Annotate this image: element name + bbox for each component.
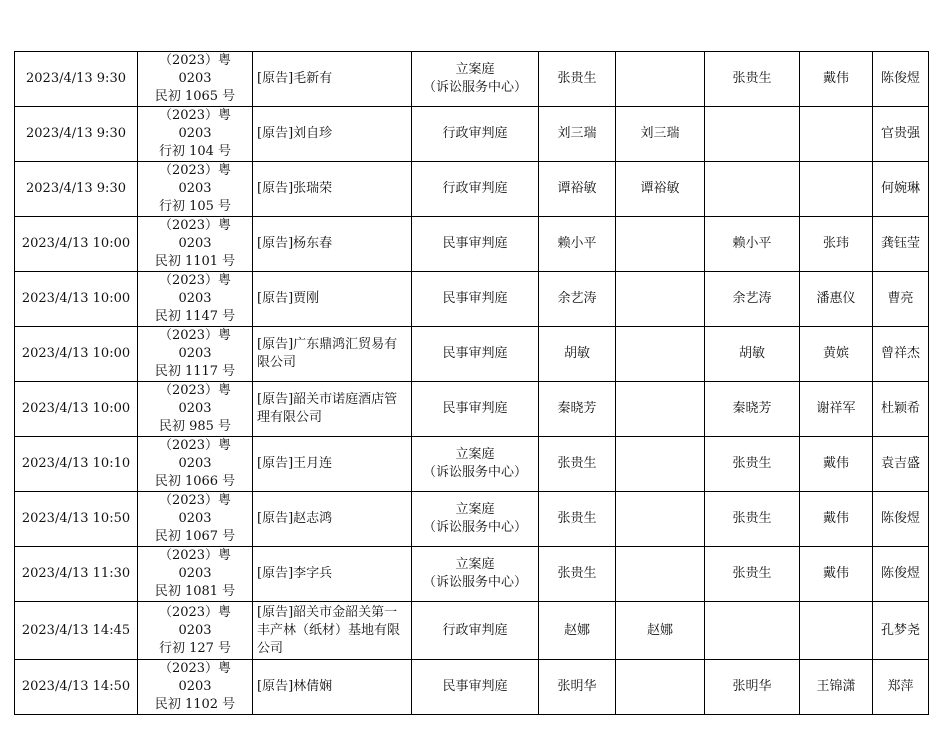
judge-name: 张贵生 — [557, 71, 597, 86]
hearing-time-cell — [15, 660, 138, 715]
party-name: [原告]韶关市诺庭酒店管理有限公司 — [257, 392, 398, 425]
clerk-cell — [800, 437, 873, 492]
party-cell — [253, 107, 412, 162]
chief-judge-name: 赖小平 — [732, 236, 772, 251]
court-cell — [412, 547, 539, 602]
case-number-cell — [138, 217, 253, 272]
assistant-cell — [873, 52, 929, 107]
judge-name: 胡敏 — [563, 346, 590, 361]
case-number-line1: （2023）粤 0203 — [158, 604, 232, 638]
judge-cell — [539, 660, 616, 715]
judge2-cell — [616, 547, 705, 602]
judge-name: 张贵生 — [557, 456, 597, 471]
judge2-name: 谭裕敏 — [640, 181, 680, 196]
assistant-name: 杜颖希 — [880, 401, 920, 416]
hearing-time-cell — [15, 327, 138, 382]
case-number-cell — [138, 272, 253, 327]
court-name: 民事审判庭 — [442, 679, 508, 694]
court-name: 立案庭 — [455, 557, 495, 572]
case-number-line1: （2023）粤 0203 — [158, 273, 232, 306]
assistant-cell — [873, 547, 929, 602]
case-number-line2: 行初 104 号 — [158, 144, 232, 159]
chief-judge-cell — [705, 52, 800, 107]
case-number-line2: 民初 1067 号 — [154, 529, 236, 544]
hearing-schedule-table — [14, 51, 929, 715]
hearing-time-cell — [15, 162, 138, 217]
judge2-cell — [616, 382, 705, 437]
clerk-cell — [800, 107, 873, 162]
clerk-cell — [800, 217, 873, 272]
assistant-name: 曾祥杰 — [880, 346, 920, 361]
clerk-name: 戴伟 — [822, 566, 849, 581]
assistant-cell — [873, 602, 929, 660]
judge-name: 张贵生 — [557, 566, 597, 581]
judge-cell — [539, 217, 616, 272]
judge-name: 刘三瑞 — [557, 126, 597, 141]
assistant-name: 袁吉盛 — [880, 456, 920, 471]
hearing-time-cell — [15, 602, 138, 660]
chief-judge-cell — [705, 217, 800, 272]
party-name: [原告]刘自珍 — [257, 126, 333, 141]
chief-judge-cell — [705, 327, 800, 382]
table-row — [15, 272, 929, 327]
clerk-name: 潘惠仪 — [816, 291, 856, 306]
chief-judge-name: 张贵生 — [732, 456, 772, 471]
table-row — [15, 327, 929, 382]
chief-judge-cell — [705, 382, 800, 437]
case-number-line1: （2023）粤 0203 — [158, 548, 232, 581]
party-name: [原告]广东鼎鸿汇贸易有限公司 — [257, 337, 398, 370]
clerk-name: 戴伟 — [822, 511, 849, 526]
party-cell — [253, 547, 412, 602]
chief-judge-name: 胡敏 — [738, 346, 765, 361]
hearing-time-cell — [15, 52, 138, 107]
party-cell — [253, 492, 412, 547]
case-number-line2: 民初 1066 号 — [154, 474, 236, 489]
table-row — [15, 107, 929, 162]
clerk-cell — [800, 602, 873, 660]
chief-judge-name: 张贵生 — [732, 71, 772, 86]
clerk-name: 谢祥军 — [816, 401, 856, 416]
court-cell — [412, 162, 539, 217]
assistant-name: 陈俊煜 — [880, 511, 920, 526]
assistant-cell — [873, 660, 929, 715]
court-name: 民事审判庭 — [442, 236, 508, 251]
judge-cell — [539, 52, 616, 107]
court-cell — [412, 660, 539, 715]
court-cell — [412, 382, 539, 437]
case-number-line1: （2023）粤 0203 — [158, 438, 232, 471]
judge-name: 张贵生 — [557, 511, 597, 526]
judge-cell — [539, 162, 616, 217]
hearing-time-cell — [15, 217, 138, 272]
judge2-cell — [616, 602, 705, 660]
hearing-time-cell — [15, 547, 138, 602]
court-name: 民事审判庭 — [442, 291, 508, 306]
hearing-time: 2023/4/13 10:10 — [21, 456, 131, 471]
party-cell — [253, 162, 412, 217]
hearing-time: 2023/4/13 10:00 — [21, 236, 131, 251]
clerk-cell — [800, 162, 873, 217]
chief-judge-name: 秦晓芳 — [732, 401, 772, 416]
clerk-name: 戴伟 — [822, 456, 849, 471]
case-number-line1: （2023）粤 0203 — [158, 163, 232, 196]
case-number-cell — [138, 547, 253, 602]
clerk-name: 戴伟 — [822, 71, 849, 86]
clerk-name: 王锦潇 — [816, 679, 856, 694]
case-number-line1: （2023）粤 0203 — [158, 383, 232, 416]
hearing-time: 2023/4/13 10:00 — [21, 401, 131, 416]
table-row — [15, 217, 929, 272]
case-number-line2: 民初 1081 号 — [154, 584, 236, 599]
assistant-cell — [873, 492, 929, 547]
hearing-time: 2023/4/13 9:30 — [26, 126, 126, 141]
case-number-line2: 民初 985 号 — [158, 419, 232, 434]
assistant-cell — [873, 382, 929, 437]
party-cell — [253, 272, 412, 327]
clerk-cell — [800, 660, 873, 715]
judge-cell — [539, 107, 616, 162]
party-name: [原告]杨东春 — [257, 236, 333, 251]
court-name: 立案庭 — [455, 447, 495, 462]
chief-judge-cell — [705, 437, 800, 492]
clerk-name: 黄嫔 — [822, 346, 849, 361]
judge-name: 张明华 — [557, 679, 597, 694]
judge-cell — [539, 437, 616, 492]
table-row — [15, 437, 929, 492]
case-number-line1: （2023）粤 0203 — [158, 53, 232, 86]
chief-judge-cell — [705, 162, 800, 217]
party-cell — [253, 52, 412, 107]
judge-cell — [539, 272, 616, 327]
court-name: 民事审判庭 — [442, 346, 508, 361]
assistant-name: 官贵强 — [880, 126, 920, 141]
table-row — [15, 162, 929, 217]
case-number-cell — [138, 602, 253, 660]
judge-name: 赵娜 — [563, 622, 590, 638]
hearing-time-cell — [15, 437, 138, 492]
judge-name: 赖小平 — [557, 236, 597, 251]
assistant-cell — [873, 217, 929, 272]
judge2-cell — [616, 162, 705, 217]
court-subname: （诉讼服务中心） — [422, 575, 527, 590]
hearing-time-cell — [15, 382, 138, 437]
party-cell — [253, 382, 412, 437]
assistant-cell — [873, 107, 929, 162]
judge-name: 谭裕敏 — [557, 181, 597, 196]
assistant-cell — [873, 327, 929, 382]
assistant-name: 曹亮 — [887, 291, 914, 306]
table-row — [15, 660, 929, 715]
court-cell — [412, 327, 539, 382]
clerk-cell — [800, 547, 873, 602]
clerk-cell — [800, 382, 873, 437]
court-subname: （诉讼服务中心） — [422, 80, 527, 95]
judge-cell — [539, 492, 616, 547]
judge-cell — [539, 327, 616, 382]
hearing-time-cell — [15, 492, 138, 547]
chief-judge-cell — [705, 107, 800, 162]
case-number-cell — [138, 437, 253, 492]
case-number-cell — [138, 382, 253, 437]
case-number-line2: 民初 1101 号 — [154, 254, 236, 269]
judge2-cell — [616, 660, 705, 715]
assistant-name: 陈俊煜 — [880, 566, 920, 581]
case-number-cell — [138, 52, 253, 107]
case-number-cell — [138, 107, 253, 162]
assistant-name: 孔梦尧 — [880, 622, 920, 638]
party-name: [原告]林倩娴 — [257, 679, 333, 694]
court-name: 行政审判庭 — [442, 622, 508, 638]
judge2-cell — [616, 492, 705, 547]
table-row — [15, 547, 929, 602]
chief-judge-cell — [705, 492, 800, 547]
party-name: [原告]张瑞荣 — [257, 181, 333, 196]
hearing-time: 2023/4/13 11:30 — [21, 566, 131, 581]
schedule-body — [15, 52, 929, 715]
case-number-line2: 行初 105 号 — [158, 199, 232, 214]
hearing-time-cell — [15, 107, 138, 162]
case-number-line1: （2023）粤 0203 — [158, 218, 232, 251]
case-number-line1: （2023）粤 0203 — [158, 493, 232, 526]
court-cell — [412, 602, 539, 660]
clerk-cell — [800, 52, 873, 107]
chief-judge-cell — [705, 272, 800, 327]
case-number-cell — [138, 492, 253, 547]
court-subname: （诉讼服务中心） — [422, 520, 527, 535]
court-cell — [412, 107, 539, 162]
hearing-time: 2023/4/13 9:30 — [26, 181, 126, 196]
hearing-time: 2023/4/13 10:50 — [21, 511, 131, 526]
case-number-line2: 民初 1117 号 — [154, 364, 236, 379]
table-row — [15, 602, 929, 660]
judge-cell — [539, 382, 616, 437]
chief-judge-name: 余艺涛 — [732, 291, 772, 306]
judge2-cell — [616, 52, 705, 107]
judge-name: 秦晓芳 — [557, 401, 597, 416]
party-cell — [253, 602, 412, 660]
case-number-line2: 民初 1065 号 — [154, 89, 236, 104]
judge-cell — [539, 602, 616, 660]
court-subname: （诉讼服务中心） — [422, 465, 527, 480]
chief-judge-name: 张贵生 — [732, 566, 772, 581]
case-number-line1: （2023）粤 0203 — [158, 661, 232, 694]
case-number-line1: （2023）粤 0203 — [158, 108, 232, 141]
party-name: [原告]李字兵 — [257, 566, 333, 581]
court-cell — [412, 492, 539, 547]
judge2-cell — [616, 437, 705, 492]
party-cell — [253, 660, 412, 715]
court-name: 行政审判庭 — [442, 181, 508, 196]
chief-judge-cell — [705, 660, 800, 715]
court-name: 立案庭 — [455, 62, 495, 77]
court-cell — [412, 217, 539, 272]
clerk-name: 张玮 — [822, 236, 849, 251]
court-cell — [412, 437, 539, 492]
hearing-time: 2023/4/13 14:45 — [21, 622, 131, 638]
court-name: 立案庭 — [455, 502, 495, 517]
party-name: [原告]赵志鸿 — [257, 511, 333, 526]
case-number-cell — [138, 162, 253, 217]
assistant-cell — [873, 437, 929, 492]
chief-judge-name: 张明华 — [732, 679, 772, 694]
party-name: [原告]王月连 — [257, 456, 333, 471]
hearing-time: 2023/4/13 10:00 — [21, 346, 131, 361]
party-cell — [253, 437, 412, 492]
table-row — [15, 382, 929, 437]
court-name: 行政审判庭 — [442, 126, 508, 141]
party-cell — [253, 217, 412, 272]
clerk-cell — [800, 327, 873, 382]
assistant-name: 陈俊煜 — [880, 71, 920, 86]
assistant-cell — [873, 272, 929, 327]
table-row — [15, 52, 929, 107]
court-cell — [412, 52, 539, 107]
case-number-line2: 民初 1102 号 — [154, 697, 236, 712]
court-name: 民事审判庭 — [442, 401, 508, 416]
hearing-time: 2023/4/13 10:00 — [21, 291, 131, 306]
table-row — [15, 492, 929, 547]
clerk-cell — [800, 272, 873, 327]
party-name: [原告]韶关市金韶关第一丰产林（纸材）基地有限公司 — [257, 604, 401, 656]
case-number-line1: （2023）粤 0203 — [158, 328, 232, 361]
assistant-name: 何婉琳 — [880, 181, 920, 196]
hearing-schedule-sheet — [14, 51, 928, 715]
party-name: [原告]贾刚 — [257, 291, 320, 306]
hearing-time: 2023/4/13 9:30 — [26, 71, 126, 86]
judge-cell — [539, 547, 616, 602]
judge2-name: 赵娜 — [646, 622, 673, 638]
assistant-name: 郑萍 — [887, 679, 914, 694]
case-number-line2: 民初 1147 号 — [154, 309, 236, 324]
chief-judge-name: 张贵生 — [732, 511, 772, 526]
judge2-cell — [616, 217, 705, 272]
case-number-line2: 行初 127 号 — [158, 640, 232, 656]
party-cell — [253, 327, 412, 382]
judge2-cell — [616, 107, 705, 162]
court-cell — [412, 272, 539, 327]
chief-judge-cell — [705, 547, 800, 602]
clerk-cell — [800, 492, 873, 547]
hearing-time: 2023/4/13 14:50 — [21, 679, 131, 694]
case-number-cell — [138, 327, 253, 382]
assistant-name: 龚钰莹 — [880, 236, 920, 251]
judge2-cell — [616, 272, 705, 327]
party-name: [原告]毛新有 — [257, 71, 333, 86]
chief-judge-cell — [705, 602, 800, 660]
judge-name: 余艺涛 — [557, 291, 597, 306]
assistant-cell — [873, 162, 929, 217]
judge2-cell — [616, 327, 705, 382]
case-number-cell — [138, 660, 253, 715]
judge2-name: 刘三瑞 — [640, 126, 680, 141]
hearing-time-cell — [15, 272, 138, 327]
